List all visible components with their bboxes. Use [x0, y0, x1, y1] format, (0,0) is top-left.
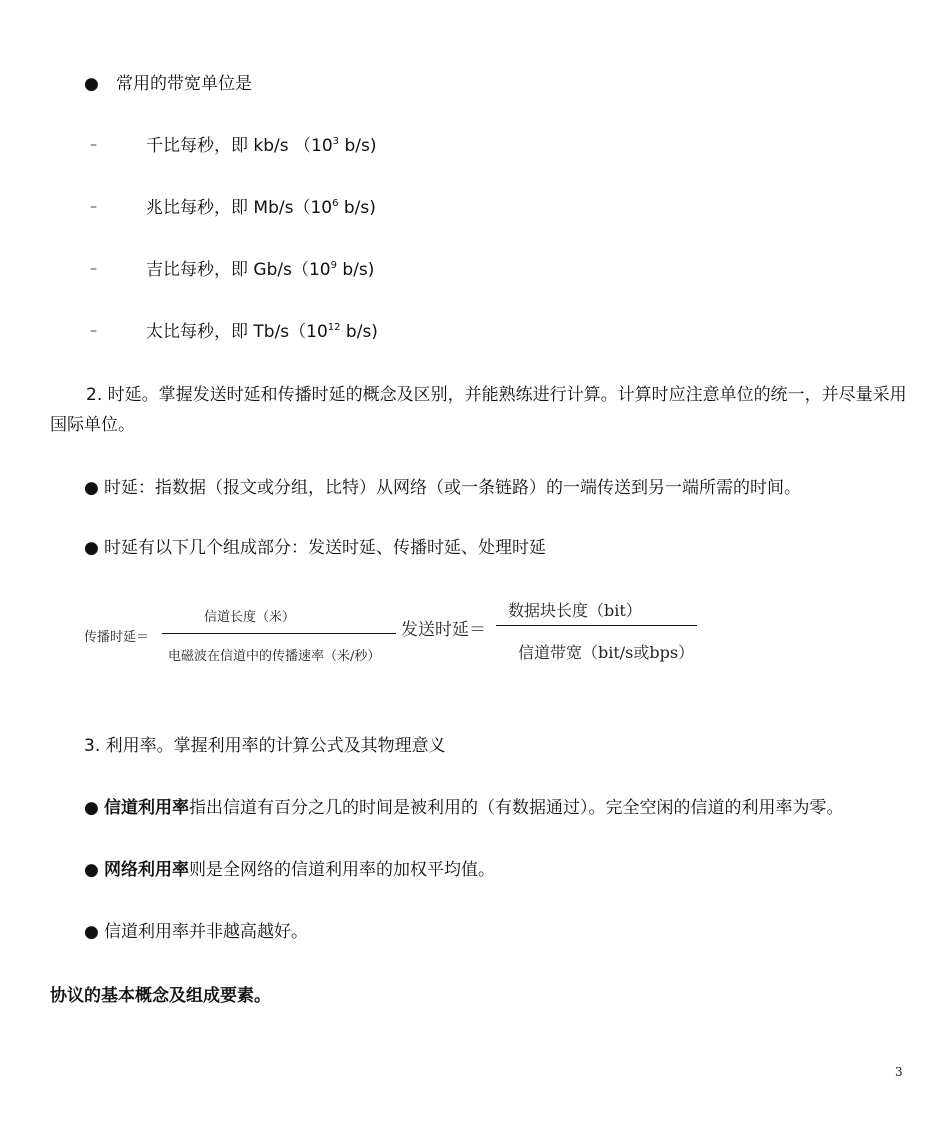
unit-kbps: 千比每秒，即 kb/s （$10^3$ b/s) — [146, 136, 377, 156]
channel-utilization-term: 信道利用率 — [104, 798, 189, 818]
transmission-denominator: 信道带宽（bit/s或bps） — [518, 643, 695, 662]
page-number: 3 — [895, 1065, 903, 1079]
dash-marker: – — [90, 137, 97, 153]
utilization-bullet-note: ● 信道利用率并非越高越好。 — [84, 922, 308, 942]
propagation-fraction-bar — [162, 633, 396, 634]
transmission-numerator: 数据块长度（bit） — [508, 601, 642, 620]
bandwidth-heading: ● 常用的带宽单位是 — [84, 74, 252, 94]
utilization-heading: 3. 利用率。掌握利用率的计算公式及其物理意义 — [84, 736, 446, 756]
propagation-denominator: 电磁波在信道中的传播速率（米/秒） — [168, 649, 381, 664]
bullet-icon: ● — [84, 538, 99, 558]
bullet-icon: ● — [84, 74, 99, 94]
delay-bullet-components: ● 时延有以下几个组成部分：发送时延、传播时延、处理时延 — [84, 538, 546, 558]
bullet-icon: ● — [84, 798, 99, 818]
dash-marker: – — [90, 261, 97, 277]
bullet-icon: ● — [84, 860, 99, 880]
bullet-icon: ● — [84, 478, 99, 498]
delay-paragraph: 2. 时延。掌握发送时延和传播时延的概念及区别，并能熟练进行计算。计算时应注意单位的统一，并尽量采用国际单位。 — [50, 385, 907, 435]
protocol-heading: 协议的基本概念及组成要素。 — [50, 986, 271, 1006]
unit-gbps: 吉比每秒，即 $Gb/s(10^9$ b/s) — [146, 260, 375, 280]
dash-marker: – — [90, 199, 97, 215]
unit-mbps: 兆比每秒，即 $Mb/s(10^6$ b/s) — [146, 198, 376, 218]
utilization-bullet-channel: ● 信道利用率指出信道有百分之几的时间是被利用的（有数据通过）。完全空闲的信道的利用率为零。 — [84, 798, 844, 818]
unit-tbps: 太比每秒，即 $Tb/s(10^{12}$ b/s) — [146, 322, 378, 342]
delay-bullet-definition: ● 时延：指数据（报文或分组，比特）从网络（或一条链路）的一端传送到另一端所需的时间。 — [84, 478, 801, 498]
propagation-delay-label: 传播时延＝ — [84, 630, 150, 645]
propagation-numerator: 信道长度（米） — [204, 610, 296, 625]
bullet-icon: ● — [84, 922, 99, 942]
transmission-delay-label: 发送时延＝ — [401, 620, 486, 640]
dash-marker: – — [90, 323, 97, 339]
network-utilization-term: 网络利用率 — [104, 860, 189, 880]
utilization-bullet-network: ● 网络利用率则是全网络的信道利用率的加权平均值。 — [84, 860, 495, 880]
transmission-fraction-bar — [496, 625, 697, 626]
